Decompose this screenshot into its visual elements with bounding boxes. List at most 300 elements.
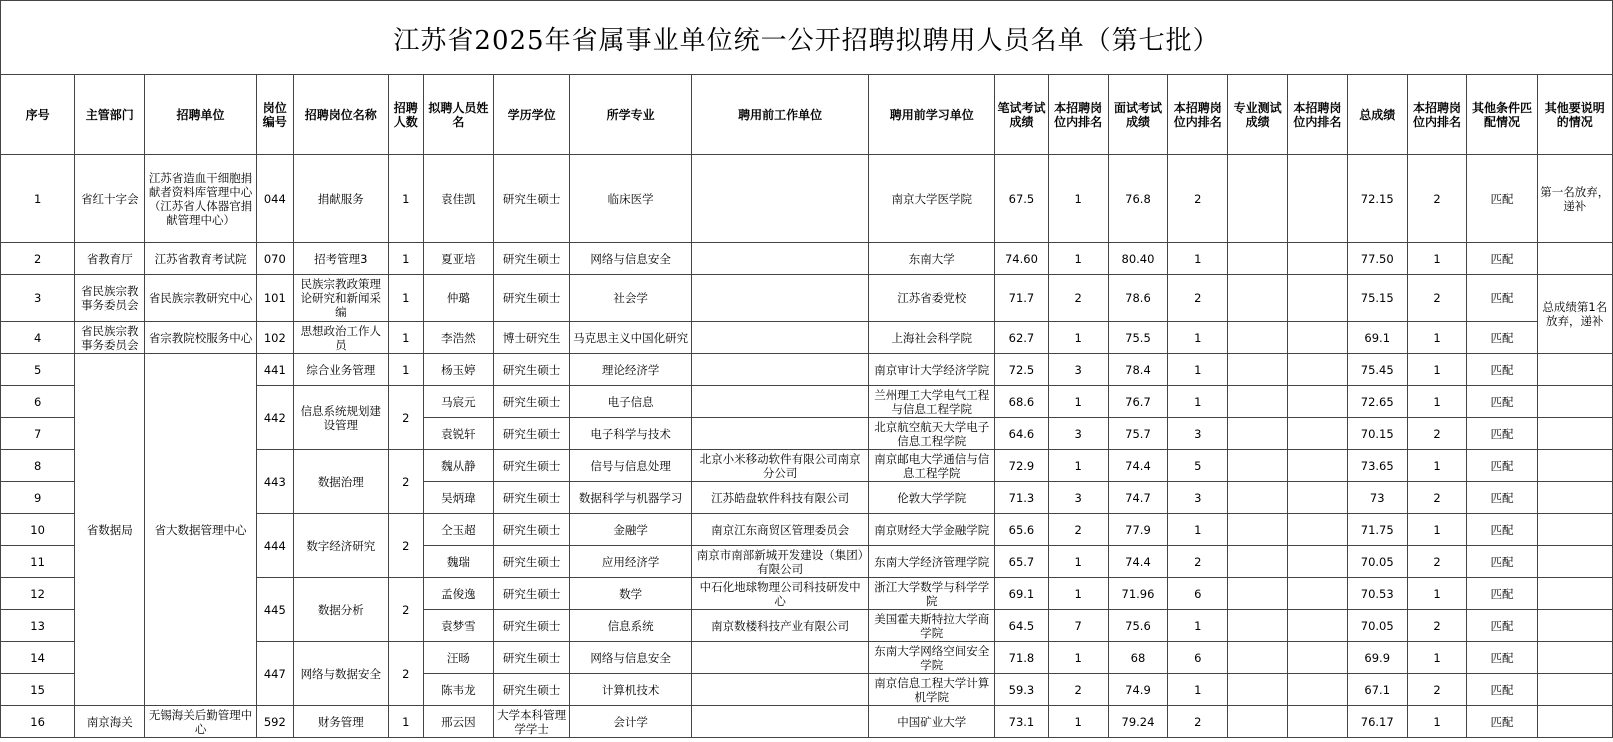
cell-post-name: 招考管理3 [293,243,388,275]
cell-prev-work [691,386,868,418]
cell-seq: 8 [1,450,75,482]
cell-total: 70.05 [1347,610,1407,642]
cell-match: 匹配 [1467,706,1537,738]
cell-match: 匹配 [1467,243,1537,275]
cell-prev-study: 东南大学 [869,243,995,275]
cell-num: 2 [388,386,423,450]
cell-prev-study: 东南大学经济管理学院 [869,546,995,578]
cell-total-rank: 1 [1407,578,1467,610]
cell-degree: 研究生硕士 [493,514,569,546]
cell-skill-rank [1288,418,1348,450]
header-major: 所学专业 [570,75,692,155]
cell-skill [1228,642,1288,674]
cell-dept: 南京海关 [75,706,145,738]
cell-num: 2 [388,642,423,706]
cell-degree: 研究生硕士 [493,546,569,578]
cell-match: 匹配 [1467,482,1537,514]
cell-match: 匹配 [1467,322,1537,354]
cell-prev-study: 上海社会科学院 [869,322,995,354]
cell-total: 72.65 [1347,386,1407,418]
cell-interview: 78.4 [1108,354,1168,386]
cell-prev-work [691,642,868,674]
cell-skill-rank [1288,674,1348,706]
header-skill: 专业测试成绩 [1228,75,1288,155]
cell-total: 76.17 [1347,706,1407,738]
cell-interview: 75.7 [1108,418,1168,450]
cell-prev-work [691,354,868,386]
cell-written: 64.5 [995,610,1049,642]
cell-post-code: 592 [256,706,293,738]
table-row [1,354,1613,386]
cell-prev-work: 江苏皓盘软件科技有限公司 [691,482,868,514]
header-interview: 面试考试成绩 [1108,75,1168,155]
cell-degree: 研究生硕士 [493,386,569,418]
cell-notes: 第一名放弃，递补 [1537,155,1612,243]
cell-match: 匹配 [1467,642,1537,674]
cell-interview-rank: 2 [1168,155,1228,243]
cell-major: 信息系统 [570,610,692,642]
header-skill-rank: 本招聘岗位内排名 [1288,75,1348,155]
cell-unit: 省民族宗教研究中心 [145,275,256,322]
cell-notes: 总成绩第1名放弃，递补 [1537,275,1612,354]
cell-major: 数据科学与机器学习 [570,482,692,514]
cell-major: 电子信息 [570,386,692,418]
cell-interview-rank: 3 [1168,482,1228,514]
candidates-table [0,74,1613,738]
cell-interview: 75.6 [1108,610,1168,642]
cell-seq: 14 [1,642,75,674]
cell-seq: 5 [1,354,75,386]
cell-unit: 省大数据管理中心 [145,354,256,706]
cell-notes [1537,610,1612,642]
cell-unit: 省宗教院校服务中心 [145,322,256,354]
header-seq: 序号 [1,75,75,155]
cell-skill-rank [1288,275,1348,322]
cell-dept: 省民族宗教事务委员会 [75,275,145,322]
cell-match: 匹配 [1467,514,1537,546]
cell-num: 1 [388,243,423,275]
cell-total-rank: 2 [1407,674,1467,706]
cell-degree: 研究生硕士 [493,482,569,514]
header-total-rank: 本招聘岗位内排名 [1407,75,1467,155]
cell-prev-work [691,322,868,354]
cell-seq: 16 [1,706,75,738]
cell-notes [1537,418,1612,450]
cell-skill [1228,706,1288,738]
cell-name: 仝玉超 [423,514,493,546]
cell-interview-rank: 1 [1168,354,1228,386]
cell-num: 1 [388,275,423,322]
cell-post-code: 447 [256,642,293,706]
cell-interview: 75.5 [1108,322,1168,354]
cell-match: 匹配 [1467,578,1537,610]
cell-name: 陈韦龙 [423,674,493,706]
header-degree: 学历学位 [493,75,569,155]
header-dept: 主管部门 [75,75,145,155]
header-written: 笔试考试成绩 [995,75,1049,155]
cell-seq: 6 [1,386,75,418]
cell-written-rank: 1 [1048,322,1108,354]
cell-skill-rank [1288,322,1348,354]
cell-num: 2 [388,578,423,642]
cell-major: 计算机技术 [570,674,692,706]
cell-interview: 68 [1108,642,1168,674]
cell-prev-study: 中国矿业大学 [869,706,995,738]
cell-name: 吴炳瑋 [423,482,493,514]
cell-total: 73.65 [1347,450,1407,482]
cell-total-rank: 1 [1407,450,1467,482]
cell-name: 汪旸 [423,642,493,674]
cell-total-rank: 1 [1407,322,1467,354]
cell-written: 65.6 [995,514,1049,546]
cell-seq: 11 [1,546,75,578]
cell-total-rank: 2 [1407,155,1467,243]
cell-num: 1 [388,706,423,738]
cell-num: 1 [388,354,423,386]
cell-major: 网络与信息安全 [570,642,692,674]
cell-prev-work [691,275,868,322]
cell-unit: 无锡海关后勤管理中心 [145,706,256,738]
cell-prev-study: 南京审计大学经济学院 [869,354,995,386]
cell-name: 夏亚培 [423,243,493,275]
cell-skill-rank [1288,546,1348,578]
cell-interview-rank: 3 [1168,418,1228,450]
cell-prev-work: 北京小米移动软件有限公司南京分公司 [691,450,868,482]
cell-skill [1228,354,1288,386]
cell-interview-rank: 1 [1168,674,1228,706]
cell-post-code: 444 [256,514,293,578]
cell-written: 74.60 [995,243,1049,275]
cell-interview-rank: 2 [1168,275,1228,322]
cell-post-name: 思想政治工作人员 [293,322,388,354]
cell-written-rank: 1 [1048,386,1108,418]
cell-post-code: 102 [256,322,293,354]
cell-post-name: 数据分析 [293,578,388,642]
cell-degree: 大学本科管理学学士 [493,706,569,738]
table-row [1,706,1613,738]
cell-interview: 80.40 [1108,243,1168,275]
cell-degree: 研究生硕士 [493,450,569,482]
cell-prev-study: 浙江大学数学与科学学院 [869,578,995,610]
cell-total-rank: 2 [1407,275,1467,322]
cell-name: 马宸元 [423,386,493,418]
cell-dept: 省民族宗教事务委员会 [75,322,145,354]
cell-major: 网络与信息安全 [570,243,692,275]
cell-post-code: 445 [256,578,293,642]
cell-written: 71.3 [995,482,1049,514]
sheet-title: 江苏省2025年省属事业单位统一公开招聘拟聘用人员名单（第七批） [0,0,1613,74]
cell-total-rank: 1 [1407,706,1467,738]
header-name: 拟聘人员姓名 [423,75,493,155]
cell-total-rank: 1 [1407,354,1467,386]
header-written-rank: 本招聘岗位内排名 [1048,75,1108,155]
cell-interview-rank: 2 [1168,706,1228,738]
cell-notes [1537,354,1612,386]
cell-match: 匹配 [1467,546,1537,578]
cell-prev-study: 南京信息工程大学计算机学院 [869,674,995,706]
cell-skill [1228,418,1288,450]
cell-total: 73 [1347,482,1407,514]
cell-prev-study: 北京航空航天大学电子信息工程学院 [869,418,995,450]
cell-interview-rank: 1 [1168,514,1228,546]
cell-name: 袁锐轩 [423,418,493,450]
cell-written: 59.3 [995,674,1049,706]
cell-total-rank: 2 [1407,482,1467,514]
table-row [1,243,1613,275]
cell-written-rank: 1 [1048,243,1108,275]
cell-major: 临床医学 [570,155,692,243]
cell-interview: 76.8 [1108,155,1168,243]
cell-written-rank: 3 [1048,354,1108,386]
cell-seq: 9 [1,482,75,514]
cell-prev-study: 南京邮电大学通信与信息工程学院 [869,450,995,482]
cell-name: 杨玉婷 [423,354,493,386]
cell-skill [1228,243,1288,275]
cell-major: 信号与信息处理 [570,450,692,482]
cell-notes [1537,514,1612,546]
cell-interview: 74.4 [1108,450,1168,482]
cell-total-rank: 1 [1407,514,1467,546]
cell-total: 75.15 [1347,275,1407,322]
table-row [1,322,1613,354]
header-prev-study: 聘用前学习单位 [869,75,995,155]
cell-notes [1537,642,1612,674]
cell-written-rank: 1 [1048,642,1108,674]
cell-post-code: 443 [256,450,293,514]
cell-written: 72.9 [995,450,1049,482]
cell-written-rank: 3 [1048,482,1108,514]
cell-name: 魏瑞 [423,546,493,578]
header-notes: 其他要说明的情况 [1537,75,1612,155]
cell-notes [1537,482,1612,514]
cell-post-code: 044 [256,155,293,243]
cell-skill-rank [1288,386,1348,418]
cell-post-name: 综合业务管理 [293,354,388,386]
cell-notes [1537,546,1612,578]
cell-skill-rank [1288,243,1348,275]
cell-interview-rank: 6 [1168,642,1228,674]
cell-prev-work: 中石化地球物理公司科技研发中心 [691,578,868,610]
cell-match: 匹配 [1467,610,1537,642]
cell-written: 73.1 [995,706,1049,738]
cell-seq: 1 [1,155,75,243]
cell-prev-work: 南京数楼科技产业有限公司 [691,610,868,642]
cell-num: 2 [388,450,423,514]
cell-name: 李浩然 [423,322,493,354]
cell-match: 匹配 [1467,674,1537,706]
cell-post-name: 数据治理 [293,450,388,514]
cell-degree: 研究生硕士 [493,642,569,674]
cell-skill [1228,482,1288,514]
cell-degree: 研究生硕士 [493,674,569,706]
cell-written-rank: 1 [1048,450,1108,482]
cell-written: 64.6 [995,418,1049,450]
cell-interview: 71.96 [1108,578,1168,610]
cell-prev-study: 兰州理工大学电气工程与信息工程学院 [869,386,995,418]
cell-notes [1537,578,1612,610]
cell-prev-work [691,674,868,706]
cell-prev-study: 南京大学医学院 [869,155,995,243]
cell-skill-rank [1288,354,1348,386]
cell-skill [1228,386,1288,418]
cell-interview-rank: 5 [1168,450,1228,482]
cell-skill [1228,450,1288,482]
cell-skill [1228,674,1288,706]
cell-num: 1 [388,322,423,354]
cell-written: 71.8 [995,642,1049,674]
cell-seq: 15 [1,674,75,706]
cell-skill-rank [1288,155,1348,243]
cell-written: 67.5 [995,155,1049,243]
cell-skill-rank [1288,578,1348,610]
cell-interview: 74.9 [1108,674,1168,706]
cell-post-name: 民族宗教政策理论研究和新闻采编 [293,275,388,322]
cell-seq: 3 [1,275,75,322]
cell-total: 72.15 [1347,155,1407,243]
cell-prev-study: 江苏省委党校 [869,275,995,322]
cell-prev-work: 南京市南部新城开发建设（集团）有限公司 [691,546,868,578]
cell-skill-rank [1288,706,1348,738]
cell-seq: 7 [1,418,75,450]
cell-interview: 78.6 [1108,275,1168,322]
cell-written: 68.6 [995,386,1049,418]
cell-name: 袁佳凯 [423,155,493,243]
cell-seq: 2 [1,243,75,275]
cell-written-rank: 2 [1048,275,1108,322]
cell-major: 社会学 [570,275,692,322]
cell-degree: 研究生硕士 [493,354,569,386]
cell-skill-rank [1288,450,1348,482]
cell-written-rank: 7 [1048,610,1108,642]
cell-major: 金融学 [570,514,692,546]
cell-match: 匹配 [1467,155,1537,243]
cell-notes [1537,706,1612,738]
cell-major: 数学 [570,578,692,610]
cell-total: 70.05 [1347,546,1407,578]
cell-match: 匹配 [1467,450,1537,482]
cell-name: 仲璐 [423,275,493,322]
cell-major: 应用经济学 [570,546,692,578]
cell-post-name: 捐献服务 [293,155,388,243]
cell-post-name: 网络与数据安全 [293,642,388,706]
cell-interview: 77.9 [1108,514,1168,546]
cell-skill-rank [1288,514,1348,546]
header-prev-work: 聘用前工作单位 [691,75,868,155]
cell-post-code: 441 [256,354,293,386]
cell-major: 理论经济学 [570,354,692,386]
cell-written: 65.7 [995,546,1049,578]
cell-num: 1 [388,155,423,243]
cell-match: 匹配 [1467,354,1537,386]
cell-total: 77.50 [1347,243,1407,275]
cell-skill-rank [1288,482,1348,514]
cell-written-rank: 1 [1048,706,1108,738]
cell-total-rank: 1 [1407,642,1467,674]
cell-post-code: 442 [256,386,293,450]
cell-written: 72.5 [995,354,1049,386]
cell-interview-rank: 1 [1168,386,1228,418]
cell-total: 70.53 [1347,578,1407,610]
cell-interview: 76.7 [1108,386,1168,418]
cell-seq: 13 [1,610,75,642]
cell-skill [1228,610,1288,642]
header-total: 总成绩 [1347,75,1407,155]
cell-notes [1537,386,1612,418]
cell-match: 匹配 [1467,418,1537,450]
cell-major: 马克思主义中国化研究 [570,322,692,354]
cell-num: 2 [388,514,423,578]
cell-major: 会计学 [570,706,692,738]
cell-written-rank: 1 [1048,546,1108,578]
cell-total-rank: 1 [1407,243,1467,275]
cell-total: 75.45 [1347,354,1407,386]
cell-skill [1228,155,1288,243]
cell-total: 71.75 [1347,514,1407,546]
cell-skill [1228,546,1288,578]
cell-prev-work [691,706,868,738]
cell-interview: 74.7 [1108,482,1168,514]
cell-prev-work: 南京江东商贸区管理委员会 [691,514,868,546]
cell-name: 魏从静 [423,450,493,482]
cell-written-rank: 1 [1048,578,1108,610]
cell-major: 电子科学与技术 [570,418,692,450]
cell-written: 71.7 [995,275,1049,322]
cell-prev-work [691,155,868,243]
cell-post-name: 数字经济研究 [293,514,388,578]
cell-skill-rank [1288,610,1348,642]
cell-seq: 4 [1,322,75,354]
cell-name: 袁梦雪 [423,610,493,642]
cell-written: 62.7 [995,322,1049,354]
header-row [1,75,1613,155]
cell-prev-work [691,243,868,275]
table-row [1,155,1613,243]
cell-prev-study: 东南大学网络空间安全学院 [869,642,995,674]
cell-skill [1228,322,1288,354]
cell-written-rank: 3 [1048,418,1108,450]
cell-post-code: 070 [256,243,293,275]
cell-total-rank: 1 [1407,386,1467,418]
cell-interview-rank: 1 [1168,322,1228,354]
cell-written-rank: 2 [1048,514,1108,546]
cell-interview-rank: 1 [1168,610,1228,642]
cell-degree: 研究生硕士 [493,243,569,275]
cell-seq: 12 [1,578,75,610]
cell-prev-study: 南京财经大学金融学院 [869,514,995,546]
cell-degree: 研究生硕士 [493,418,569,450]
cell-total: 70.15 [1347,418,1407,450]
cell-interview-rank: 2 [1168,546,1228,578]
cell-degree: 研究生硕士 [493,610,569,642]
cell-match: 匹配 [1467,275,1537,322]
cell-degree: 研究生硕士 [493,275,569,322]
cell-total: 69.9 [1347,642,1407,674]
cell-total-rank: 2 [1407,418,1467,450]
cell-total: 69.1 [1347,322,1407,354]
cell-dept: 省教育厅 [75,243,145,275]
header-post-name: 招聘岗位名称 [293,75,388,155]
cell-interview-rank: 6 [1168,578,1228,610]
cell-total: 67.1 [1347,674,1407,706]
cell-seq: 10 [1,514,75,546]
cell-skill [1228,578,1288,610]
cell-skill [1228,275,1288,322]
cell-total-rank: 2 [1407,610,1467,642]
cell-written-rank: 2 [1048,674,1108,706]
table-row [1,275,1613,322]
cell-degree: 博士研究生 [493,322,569,354]
cell-dept: 省数据局 [75,354,145,706]
